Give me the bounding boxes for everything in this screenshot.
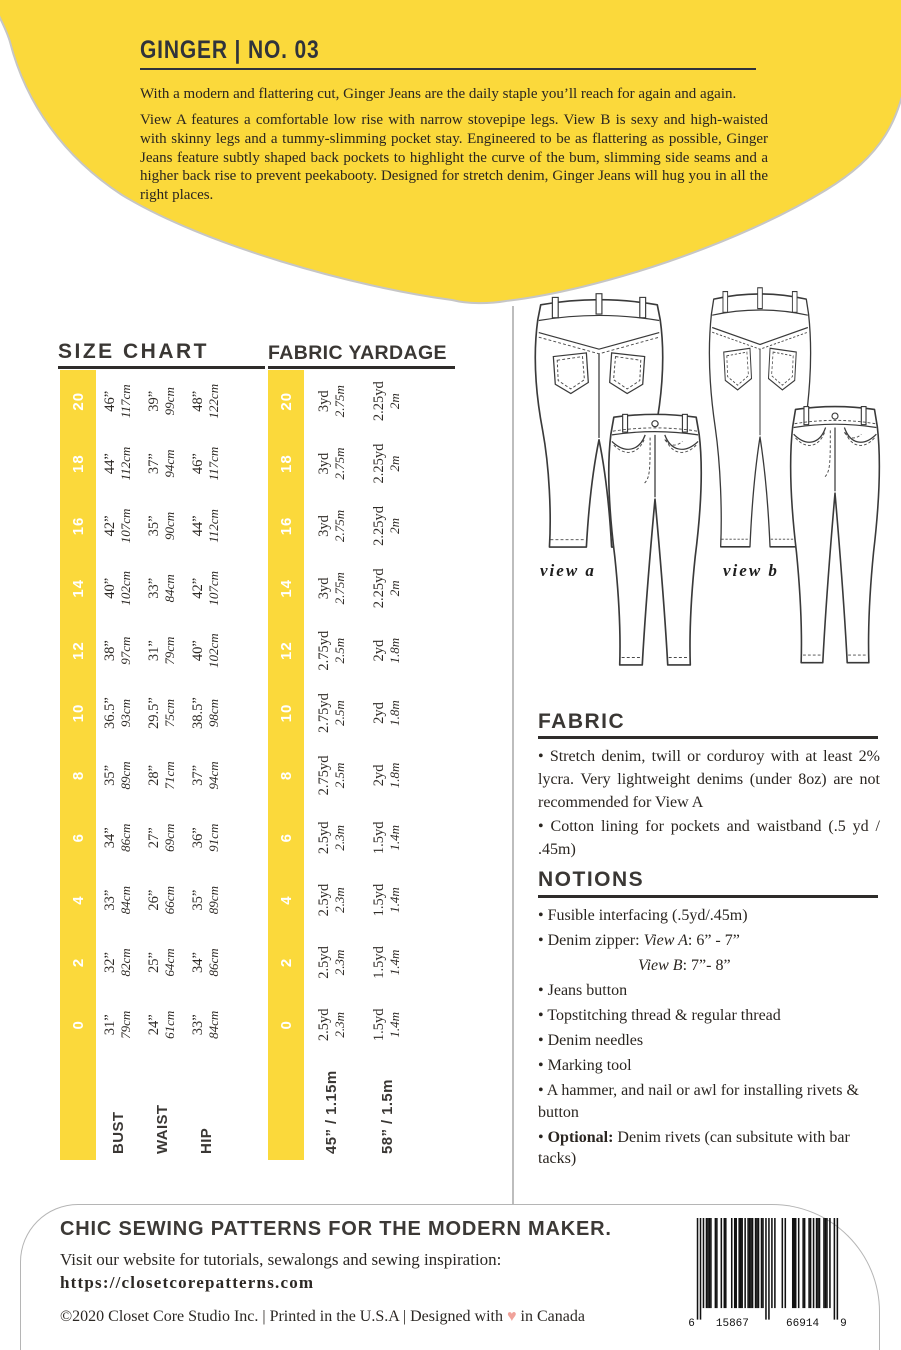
measurement-cell: 2.75yd 2.5m — [315, 630, 347, 671]
barcode-group2: 66914 — [786, 1317, 820, 1328]
size-header-cell: 20 — [277, 391, 295, 411]
size-header-cell: 16 — [277, 516, 295, 536]
table-row — [140, 370, 184, 1160]
barcode-left-digit: 6 — [688, 1317, 695, 1328]
measurement-cell: 48” 122cm — [190, 383, 221, 419]
measurement-cell: 38.5” 98cm — [190, 697, 221, 729]
size-header-cell: 10 — [69, 703, 87, 723]
measurement-cell: 2yd 1.8m — [371, 637, 403, 664]
notions-item: View B: 7”- 8” — [638, 957, 731, 974]
designed-suffix: in Canada — [520, 1308, 585, 1325]
size-header-cell: 12 — [69, 641, 87, 661]
measurement-cell: 31” 79cm — [146, 636, 177, 665]
measurement-cell: 26” 66cm — [146, 886, 177, 915]
measurement-cell: 33” 84cm — [102, 886, 133, 915]
size-header-cell: 18 — [69, 454, 87, 473]
measurement-cell: 25” 64cm — [146, 948, 177, 977]
row-label: HIP — [197, 1127, 215, 1154]
notions-item: • Denim needles — [538, 1030, 882, 1052]
size-header-cell: 8 — [277, 770, 295, 781]
fabric-bullet: • Cotton lining for pockets and waistband (.5 yd / .45m) — [538, 815, 880, 861]
size-header-cell: 2 — [69, 957, 87, 968]
size-header-cell: 6 — [69, 833, 87, 843]
measurement-cell: 2.5yd 2.3m — [315, 821, 347, 855]
measurement-cell: 2.25yd 2m — [371, 568, 403, 609]
notions-rule — [538, 895, 878, 898]
footer-text-block — [60, 1218, 660, 1326]
size-header-cell: 18 — [277, 454, 295, 473]
size-header-cell: 14 — [277, 578, 295, 598]
size-header-cell: 4 — [69, 895, 87, 905]
copyright-text: ©2020 Closet Core Studio Inc. — [60, 1308, 259, 1325]
size-header-cell: 4 — [277, 895, 295, 905]
measurement-cell: 3yd 2.75m — [315, 572, 347, 605]
measurement-cell: 46” 117cm — [190, 446, 221, 481]
size-header-cell: 20 — [69, 391, 87, 411]
separator: | — [402, 1308, 407, 1325]
measurement-cell: 2.5yd 2.3m — [315, 1008, 347, 1042]
description-text: View A features a comfortable low rise with narrow stovepipe legs. View B is sexy and high-waisted with skinny legs and a tummy-slimming pocket stay. Engineered to be as flattering as possible, Ginger Jeans feature subtly shaped back pockets to highlight the curve of the bum, slimming side seams and a higher back rise to prevent peekabooty. Designed for stretch denim, Ginger Jeans will hug you in all the right places. — [140, 112, 768, 204]
view-a-label: view a — [540, 561, 596, 580]
measurement-cell: 40” 102cm — [102, 570, 133, 606]
measurement-cell: 2yd 1.8m — [371, 700, 403, 726]
size-header-cell: 8 — [69, 770, 87, 781]
measurement-cell: 40” 102cm — [190, 633, 221, 668]
fabric-yardage-table — [268, 370, 415, 1160]
measurement-cell: 36.5” 93cm — [102, 697, 133, 729]
measurement-cell: 24” 61cm — [146, 1010, 177, 1039]
measurement-cell: 37” 94cm — [190, 761, 221, 790]
measurement-cell: 42” 107cm — [190, 570, 221, 606]
measurement-cell: 1.5yd 1.4m — [371, 1008, 403, 1042]
footer-visit-line: Visit our website for tutorials, sewalongs and sewing inspiration: — [60, 1250, 502, 1269]
size-header-cell: 10 — [277, 703, 295, 723]
size-header-cell: 0 — [69, 1020, 87, 1030]
table-row — [360, 370, 416, 1160]
size-header-cell: 12 — [277, 641, 295, 661]
fabric-rule — [538, 736, 878, 739]
measurement-cell: 44” 112cm — [102, 446, 133, 481]
designed-prefix: Designed with — [410, 1308, 503, 1325]
footer-copyright-line — [60, 1308, 660, 1326]
notions-item: • Optional: Denim rivets (can subsitute with bar tacks) — [538, 1127, 882, 1170]
measurement-cell: 2.25yd 2m — [371, 506, 403, 546]
size-header-cell: 2 — [277, 957, 295, 968]
separator: | — [262, 1308, 266, 1325]
notions-item: • Fusible interfacing (.5yd/.45m) — [538, 905, 882, 927]
row-label: 45” / 1.15m — [323, 1070, 341, 1154]
measurement-cell: 29.5” 75cm — [146, 697, 177, 729]
size-chart-rule — [58, 366, 265, 369]
measurement-cell: 46” 117cm — [102, 384, 133, 419]
row-label: 58” / 1.5m — [378, 1079, 396, 1154]
notions-item: • Topstitching thread & regular thread — [538, 1005, 882, 1027]
measurement-cell: 1.5yd 1.4m — [371, 821, 403, 855]
notions-item: • Marking tool — [538, 1055, 882, 1077]
measurement-cell: 35” 89cm — [102, 761, 133, 790]
measurement-cell: 44” 112cm — [190, 509, 221, 543]
measurement-cell: 31” 79cm — [102, 1010, 133, 1039]
measurement-cell: 2yd 1.8m — [371, 762, 403, 789]
fabric-heading: FABRIC — [538, 710, 626, 733]
size-chart-table — [60, 370, 228, 1160]
barcode — [686, 1218, 850, 1328]
size-header-cell: 6 — [277, 833, 295, 843]
table-row — [96, 370, 140, 1160]
measurement-cell: 2.5yd 2.3m — [315, 946, 347, 979]
view-b-label: view b — [723, 561, 779, 580]
measurement-cell: 32” 82cm — [102, 948, 133, 977]
notions-list — [538, 905, 882, 1173]
measurement-cell: 2.25yd 2m — [371, 443, 403, 484]
notions-item: • Jeans button — [538, 980, 882, 1002]
measurement-cell: 33” 84cm — [190, 1010, 221, 1039]
measurement-cell: 1.5yd 1.4m — [371, 946, 403, 979]
measurement-cell: 34” 86cm — [102, 823, 133, 852]
fabric-bullet: • Stretch denim, twill or corduroy with at least 2% lycra. Very lightweight denims (under 8oz) are not recommended for View A — [538, 745, 880, 814]
measurement-cell: 35” 89cm — [190, 886, 221, 915]
intro-text: With a modern and flattering cut, Ginger Jeans are the daily staple you’ll reach for again and again. — [140, 86, 737, 102]
fabric-yardage-rule — [268, 366, 455, 369]
barcode-group1: 15867 — [715, 1317, 749, 1328]
size-header-cell: 0 — [277, 1020, 295, 1030]
barcode-bars — [697, 1218, 838, 1320]
row-label: WAIST — [153, 1104, 171, 1154]
measurement-cell: 3yd 2.75m — [315, 447, 347, 480]
table-row — [304, 370, 360, 1160]
measurement-cell: 2.25yd 2m — [371, 381, 403, 422]
size-chart-heading: SIZE CHART — [58, 340, 209, 363]
view-a-front-illustration — [606, 406, 704, 678]
pattern-title: GINGER | NO. 03 — [140, 36, 320, 64]
printed-text: Printed in the U.S.A — [269, 1308, 399, 1325]
measurement-cell: 33” 84cm — [146, 574, 177, 603]
measurement-cell: 1.5yd 1.4m — [371, 883, 403, 917]
size-header-cell: 16 — [69, 516, 87, 536]
notions-item: • Denim zipper: View A: 6” - 7” — [538, 930, 882, 952]
heart-icon: ♥ — [507, 1308, 517, 1325]
measurement-cell: 42” 107cm — [102, 508, 133, 544]
measurement-cell: 2.75yd 2.5m — [315, 755, 347, 796]
measurement-cell: 37” 94cm — [146, 449, 177, 478]
fabric-bullet-list — [538, 745, 880, 862]
measurement-cell: 3yd 2.75m — [315, 385, 347, 418]
measurement-cell: 2.75yd 2.5m — [315, 693, 347, 733]
measurement-cell: 34” 86cm — [190, 948, 221, 977]
measurement-cell: 39” 99cm — [146, 387, 177, 416]
column-divider — [512, 306, 514, 1204]
measurement-cell: 3yd 2.75m — [315, 509, 347, 543]
barcode-right-digit: 9 — [840, 1317, 847, 1328]
table-row — [184, 370, 228, 1160]
footer-tagline: CHIC SEWING PATTERNS FOR THE MODERN MAKER. — [60, 1218, 612, 1240]
row-label: BUST — [109, 1111, 127, 1154]
measurement-cell: 35” 90cm — [146, 511, 177, 541]
title-rule — [140, 68, 756, 70]
measurement-cell: 2.5yd 2.3m — [315, 883, 347, 917]
size-header-cell: 14 — [69, 578, 87, 598]
notions-heading: NOTIONS — [538, 868, 645, 891]
measurement-cell: 27” 69cm — [146, 823, 177, 852]
measurement-cell: 38” 97cm — [102, 636, 133, 665]
measurement-cell: 36” 91cm — [190, 823, 221, 852]
fabric-yardage-heading: FABRIC YARDAGE — [268, 342, 447, 364]
notions-item: • A hammer, and nail or awl for installing rivets & button — [538, 1080, 882, 1123]
footer-url[interactable]: https://closetcorepatterns.com — [60, 1273, 315, 1292]
measurement-cell: 28” 71cm — [146, 761, 177, 790]
view-b-front-illustration — [788, 398, 882, 676]
